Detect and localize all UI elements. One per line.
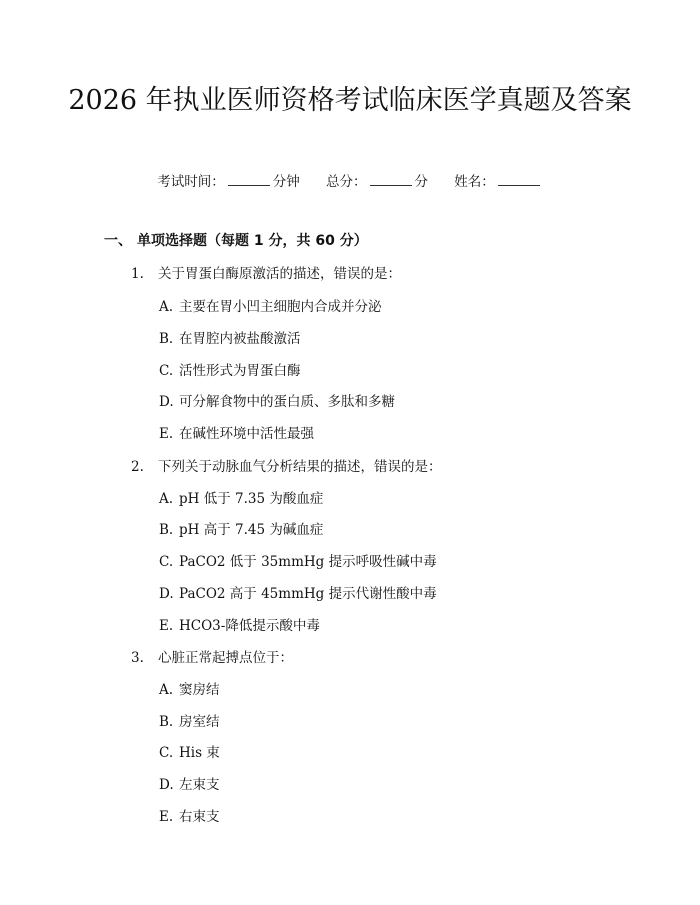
question-number: 2. [131,459,144,475]
option-label: B. [159,522,174,538]
section-heading [104,230,368,250]
question-2 [131,455,442,475]
question-1-option-c[interactable] [159,359,301,379]
question-text: 关于胃蛋白酶原激活的描述，错误的是： [158,266,401,282]
question-3-option-e[interactable] [159,805,220,825]
option-text: HCO3-降低提示酸中毒 [179,618,320,634]
option-label: A. [159,682,174,698]
question-3 [131,646,293,666]
name-blank[interactable] [498,173,540,186]
question-3-option-b[interactable] [159,710,220,730]
question-2-option-b[interactable] [159,518,323,538]
option-text: 窦房结 [179,682,220,698]
option-text: His 束 [179,745,220,761]
question-text: 心脏正常起搏点位于： [158,650,293,666]
question-number: 3. [131,650,144,666]
option-label: B. [159,714,174,730]
option-text: pH 低于 7.35 为酸血症 [179,491,324,507]
option-label: D. [159,394,174,410]
option-label: D. [159,586,174,602]
option-text: 在碱性环境中活性最强 [179,426,314,442]
option-text: 活性形式为胃蛋白酶 [179,363,301,379]
option-label: A. [159,491,174,507]
option-text: 右束支 [179,809,220,825]
question-3-option-a[interactable] [159,678,220,698]
option-label: E. [159,809,174,825]
option-text: 左束支 [179,777,220,793]
question-2-option-e[interactable] [159,614,320,634]
option-label: C. [159,745,174,761]
question-1-option-b[interactable] [159,327,301,347]
option-text: 可分解食物中的蛋白质、多肽和多糖 [179,394,395,410]
question-text: 下列关于动脉血气分析结果的描述，错误的是： [158,459,442,475]
name-field [454,174,543,190]
option-text: 房室结 [179,714,220,730]
question-number: 1. [131,266,144,282]
section-number: 一、 [104,233,132,249]
option-label: E. [159,426,174,442]
option-label: C. [159,363,174,379]
question-1-option-d[interactable] [159,390,395,410]
total-score-field [326,174,428,190]
exam-time-unit: 分钟 [272,174,300,190]
option-text: 在胃腔内被盐酸激活 [179,331,301,347]
question-2-option-c[interactable] [159,550,437,570]
option-text: 主要在胃小凹主细胞内合成并分泌 [179,299,382,315]
total-score-unit: 分 [414,174,428,190]
question-2-option-d[interactable] [159,582,437,602]
option-text: pH 高于 7.45 为碱血症 [179,522,324,538]
name-label: 姓名： [454,174,495,190]
option-label: D. [159,777,174,793]
section-title: 单项选择题（每题 1 分，共 60 分） [137,233,368,249]
option-label: E. [159,618,174,634]
exam-info-line [0,170,700,190]
question-3-option-d[interactable] [159,773,220,793]
option-text: PaCO2 高于 45mmHg 提示代谢性酸中毒 [179,586,437,602]
question-1-option-e[interactable] [159,422,314,442]
option-label: A. [159,299,174,315]
page-title: 2026 年执业医师资格考试临床医学真题及答案 [68,85,632,116]
total-score-blank[interactable] [370,173,412,186]
exam-time-blank[interactable] [228,173,270,186]
question-1-option-a[interactable] [159,295,382,315]
exam-time-field [157,174,300,190]
question-3-option-c[interactable] [159,741,220,761]
exam-time-label: 考试时间： [157,174,225,190]
option-label: C. [159,554,174,570]
question-2-option-a[interactable] [159,487,323,507]
question-1 [131,262,401,282]
option-text: PaCO2 低于 35mmHg 提示呼吸性碱中毒 [179,554,437,570]
total-score-label: 总分： [326,174,367,190]
option-label: B. [159,331,174,347]
